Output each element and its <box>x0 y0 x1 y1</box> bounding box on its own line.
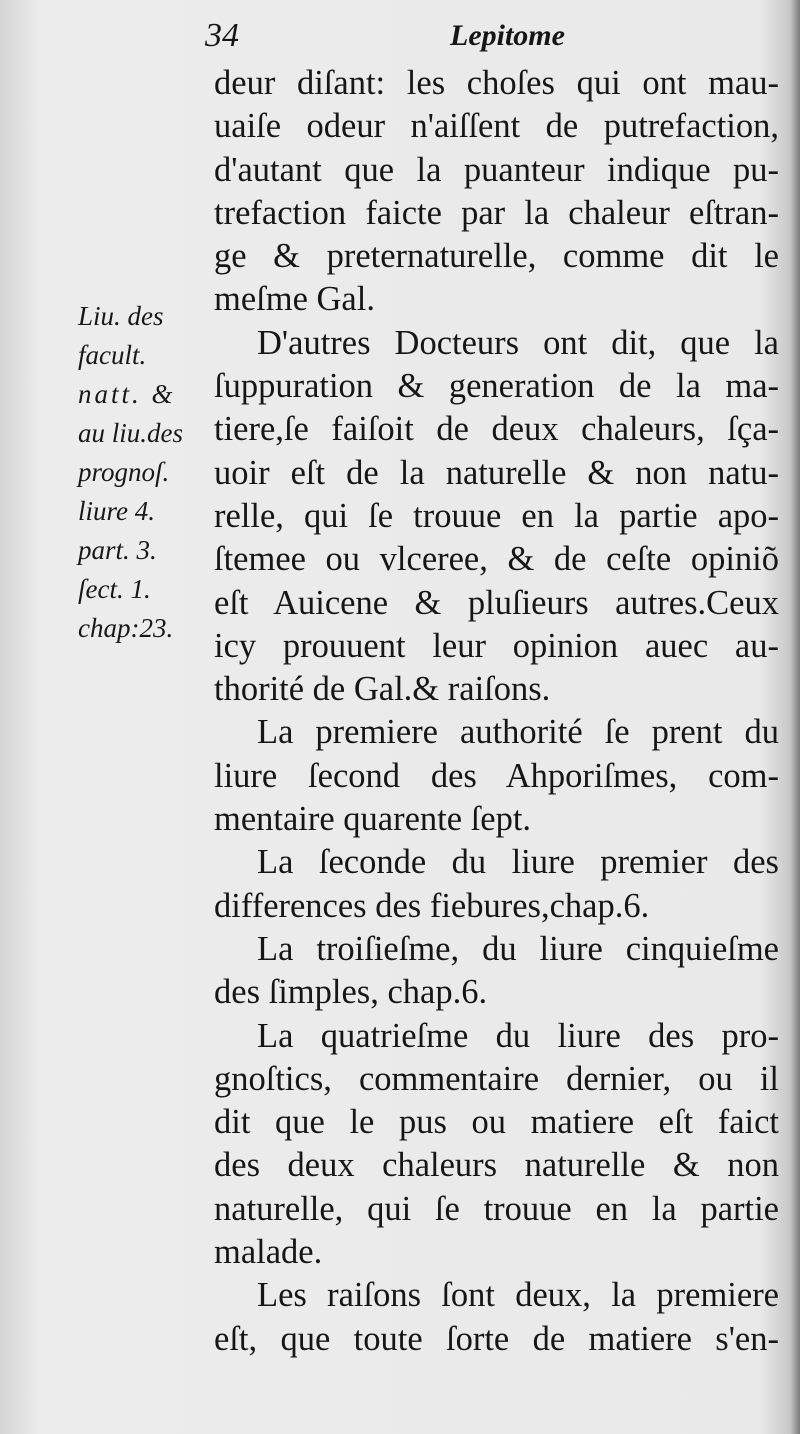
text-line: Les raiſons ſont deux, la premiere <box>257 1276 779 1315</box>
margin-note-line: part. 3. <box>78 535 157 565</box>
margin-note-line: natt. & <box>78 379 176 409</box>
text-line: malade. <box>214 1233 323 1272</box>
text-line: relle, qui ſe trouue en la partie apo- <box>214 496 779 535</box>
page-header <box>205 16 775 56</box>
text-line: eſt Auicene & pluſieurs autres.Ceux <box>214 583 779 622</box>
text-line: meſme Gal. <box>214 280 375 319</box>
page-number: 34 <box>205 17 239 54</box>
text-line: naturelle, qui ſe trouue en la partie <box>214 1189 779 1228</box>
text-line: des ſimples, chap.6. <box>214 973 488 1012</box>
margin-note-line: liure 4. <box>78 496 155 526</box>
text-line: La troiſieſme, du liure cinquieſme <box>257 929 779 968</box>
margin-note-line: facult. <box>78 340 147 370</box>
margin-note <box>78 297 213 648</box>
text-line: ſuppuration & generation de la ma- <box>214 367 779 406</box>
text-line: dit que le pus ou matiere eſt faict <box>214 1103 779 1142</box>
text-line: eſt, que toute ſorte de matiere s'en- <box>214 1319 779 1358</box>
margin-note-line: Liu. des <box>78 301 164 331</box>
page-gutter-shadow <box>790 0 800 1434</box>
margin-note-line: ſect. 1. <box>78 574 151 604</box>
margin-note-line: chap:23. <box>78 613 174 643</box>
text-line: icy prouuent leur opinion auec au- <box>214 626 779 665</box>
text-line: deur diſant: les choſes qui ont mau- <box>214 64 779 102</box>
text-line: La ſeconde du liure premier des <box>257 843 779 882</box>
text-line: thorité de Gal.& raiſons. <box>214 670 551 709</box>
text-line: ge & preternaturelle, comme dit le <box>214 237 779 276</box>
text-line: des deux chaleurs naturelle & non <box>214 1146 779 1185</box>
text-line: D'autres Docteurs ont dit, que la <box>257 323 779 362</box>
text-line: uaiſe odeur n'aiſſent de putrefaction, <box>214 107 779 146</box>
text-line: ſtemee ou vlceree, & de ceſte opiniõ <box>214 540 779 579</box>
text-line: gnoſtics, commentaire dernier, ou il <box>214 1059 779 1098</box>
text-line: uoir eſt de la naturelle & non natu- <box>214 453 779 492</box>
margin-note-line: prognoſ. <box>78 457 170 487</box>
text-line: d'autant que la puanteur indique pu- <box>214 150 779 189</box>
text-line: La premiere authorité ſe prent du <box>257 713 779 752</box>
text-line: liure ſecond des Ahporiſmes, com- <box>214 756 779 795</box>
margin-note-line: au liu.des <box>78 418 183 448</box>
body-text <box>214 62 779 1361</box>
text-line: La quatrieſme du liure des pro- <box>257 1016 779 1055</box>
text-line: tiere,ſe faiſoit de deux chaleurs, ſça- <box>214 410 779 449</box>
text-line: mentaire quarente ſept. <box>214 800 532 839</box>
running-title: Lepitome <box>450 19 565 52</box>
text-line: differences des fiebures,chap.6. <box>214 886 650 925</box>
text-line: trefaction faicte par la chaleur eſtran- <box>214 193 779 232</box>
